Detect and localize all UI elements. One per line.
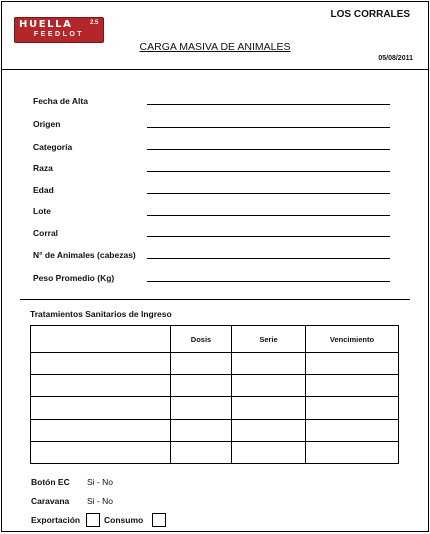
field-line-peso[interactable]	[147, 281, 390, 282]
field-label-fecha-alta: Fecha de Alta	[33, 96, 88, 106]
table-row	[31, 353, 399, 375]
table-cell[interactable]	[171, 375, 232, 397]
section-divider	[20, 299, 410, 300]
table-header-vencimiento: Vencimiento	[306, 326, 399, 353]
table-cell[interactable]	[31, 419, 171, 441]
field-label-origen: Origen	[33, 119, 61, 129]
caravana-value[interactable]: Si - No	[87, 496, 113, 506]
table-cell[interactable]	[232, 419, 306, 441]
table-cell[interactable]	[31, 375, 171, 397]
table-cell[interactable]	[306, 397, 399, 419]
huella-logo	[14, 17, 104, 43]
table-row	[31, 397, 399, 419]
logo-subtitle: FEEDLOT	[33, 31, 85, 38]
field-line-raza[interactable]	[147, 171, 390, 172]
company-name: LOS CORRALES	[330, 9, 410, 20]
table-header-producto	[31, 326, 171, 353]
table-cell[interactable]	[232, 397, 306, 419]
table-cell[interactable]	[31, 441, 171, 463]
field-line-corral[interactable]	[147, 236, 390, 237]
table-cell[interactable]	[31, 397, 171, 419]
table-cell[interactable]	[306, 375, 399, 397]
form-date: 05/08/2011	[378, 55, 413, 62]
field-label-categoria: Categoría	[33, 142, 73, 152]
table-header-row	[31, 326, 399, 353]
table-header-dosis: Dosis	[171, 326, 232, 353]
field-line-fecha-alta[interactable]	[147, 104, 390, 105]
table-cell[interactable]	[306, 353, 399, 375]
field-line-origen[interactable]	[147, 127, 390, 128]
treatments-title: Tratamientos Sanitarios de Ingreso	[30, 309, 172, 319]
logo-text: HUELLA	[19, 19, 73, 30]
table-row	[31, 375, 399, 397]
table-cell[interactable]	[171, 353, 232, 375]
form-page	[1, 1, 429, 532]
table-header-serie: Serie	[232, 326, 306, 353]
field-label-peso: Peso Promedio (Kg)	[33, 273, 115, 283]
table-row	[31, 419, 399, 441]
header-divider	[2, 69, 428, 70]
table-cell[interactable]	[171, 441, 232, 463]
table-cell[interactable]	[232, 353, 306, 375]
consumo-checkbox[interactable]	[152, 513, 166, 527]
exportacion-checkbox[interactable]	[86, 513, 100, 527]
table-cell[interactable]	[171, 419, 232, 441]
caravana-label: Caravana	[31, 496, 70, 506]
exportacion-label: Exportación	[31, 515, 81, 525]
table-cell[interactable]	[306, 419, 399, 441]
boton-ec-value[interactable]: Si - No	[87, 477, 113, 487]
field-label-raza: Raza	[33, 163, 53, 173]
field-label-corral: Corral	[33, 228, 59, 238]
consumo-label: Consumo	[104, 515, 144, 525]
field-label-animales: N° de Animales (cabezas)	[33, 250, 136, 260]
table-cell[interactable]	[232, 375, 306, 397]
treatments-table	[30, 325, 399, 464]
logo-version: 2.5	[90, 20, 99, 26]
field-line-animales[interactable]	[147, 258, 390, 259]
page-title: CARGA MASIVA DE ANIMALES	[139, 41, 291, 53]
field-line-lote[interactable]	[147, 215, 390, 216]
field-line-categoria[interactable]	[147, 149, 390, 150]
table-cell[interactable]	[31, 353, 171, 375]
field-label-edad: Edad	[33, 185, 54, 195]
field-label-lote: Lote	[33, 206, 51, 216]
table-cell[interactable]	[232, 441, 306, 463]
table-cell[interactable]	[306, 441, 399, 463]
field-line-edad[interactable]	[147, 193, 390, 194]
table-row	[31, 441, 399, 463]
table-cell[interactable]	[171, 397, 232, 419]
boton-ec-label: Botón EC	[31, 477, 70, 487]
